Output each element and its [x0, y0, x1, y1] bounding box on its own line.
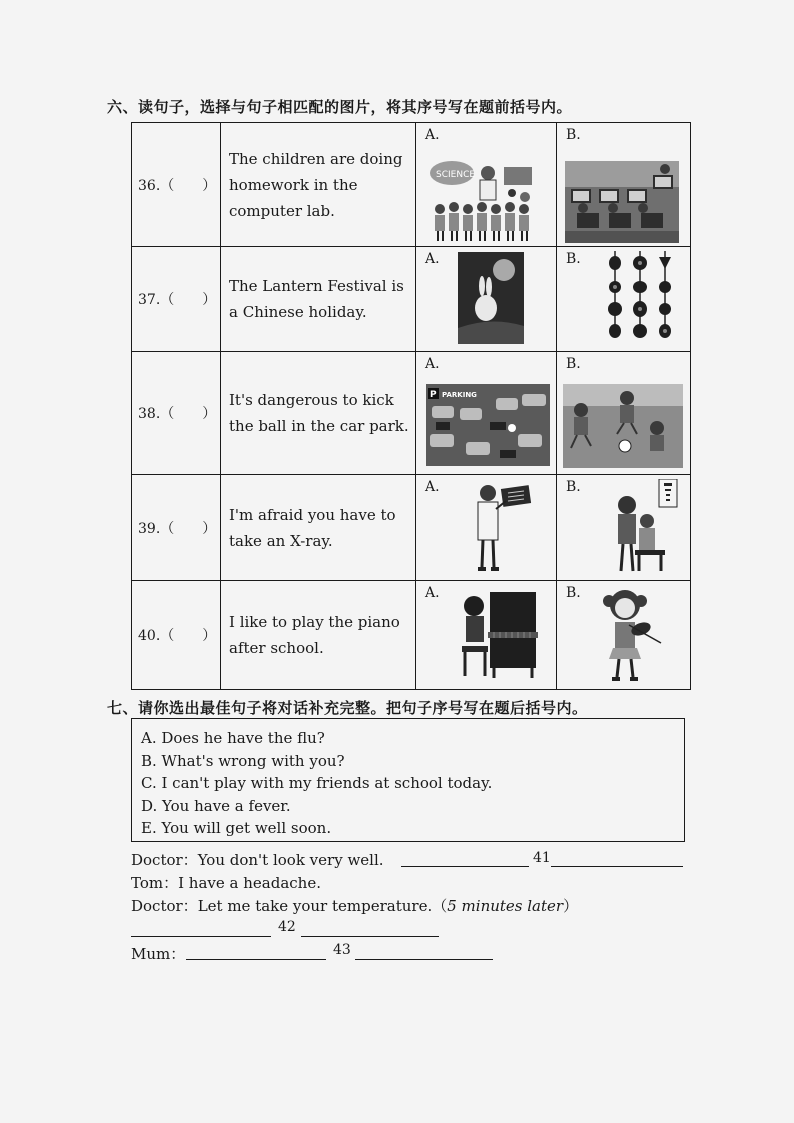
option-b: B. What's wrong with you? — [141, 751, 345, 770]
question-36-option-b[interactable] — [557, 123, 691, 247]
answer-blank-43-right[interactable] — [355, 959, 493, 960]
option-e: E. You will get well soon. — [141, 819, 332, 837]
science-class-picture — [430, 157, 540, 243]
question-37-sentence: The Lantern Festival is a Chinese holiday. — [221, 247, 416, 352]
question-40-option-a[interactable] — [416, 581, 557, 690]
girl-violin-picture — [595, 585, 667, 683]
question-39-number[interactable]: 39.（ ） — [132, 475, 221, 581]
parking-sign-text: PARKING — [442, 391, 477, 399]
speaker-doctor: Doctor： — [131, 851, 198, 869]
dialogue-line-3 — [131, 895, 578, 916]
answer-blank-43-left[interactable] — [186, 959, 326, 960]
close-paren: ） — [563, 897, 579, 915]
option-b-label: B. — [566, 479, 581, 495]
option-a: A. Does he have the flu? — [141, 729, 325, 747]
answer-blank-41-left[interactable] — [401, 866, 529, 867]
table-row — [132, 581, 691, 690]
question-38-number[interactable]: 38.（ ） — [132, 352, 221, 475]
question-38-option-a[interactable] — [416, 352, 557, 475]
answer-blank-41-right[interactable] — [551, 866, 683, 867]
option-a-label: A. — [425, 356, 440, 372]
answer-blank-42-left[interactable] — [131, 936, 271, 937]
question-38-sentence: It's dangerous to kick the ball in the car park. — [221, 352, 416, 475]
question-39-sentence: I'm afraid you have to take an X-ray. — [221, 475, 416, 581]
speaker-doctor: Doctor： — [131, 897, 198, 915]
option-b-label: B. — [566, 127, 581, 143]
picture-matching-table — [131, 122, 691, 690]
table-row — [132, 123, 691, 247]
kids-playing-football-picture — [563, 384, 683, 468]
parking-sign-letter: P — [430, 390, 437, 400]
blank-number-42: 42 — [278, 919, 296, 935]
dialogue-line-1 — [131, 849, 384, 870]
science-sign-text: SCIENCE — [436, 170, 476, 180]
question-37-option-a[interactable] — [416, 247, 557, 352]
question-36-option-a[interactable] — [416, 123, 557, 247]
time-note: 5 minutes later — [447, 897, 564, 915]
table-row — [132, 247, 691, 352]
option-b-label: B. — [566, 585, 581, 601]
option-c: C. I can't play with my friends at school today. — [141, 774, 493, 792]
question-39-option-a[interactable] — [416, 475, 557, 581]
answer-blank-42-right[interactable] — [301, 936, 439, 937]
doctor-xray-picture — [468, 479, 534, 575]
blank-number-43: 43 — [333, 942, 351, 958]
option-b-label: B. — [566, 251, 581, 267]
line-text: You don't look very well. — [197, 851, 384, 869]
table-row — [132, 352, 691, 475]
question-37-option-b[interactable] — [557, 247, 691, 352]
option-a-label: A. — [425, 251, 440, 267]
question-40-number[interactable]: 40.（ ） — [132, 581, 221, 690]
dialogue-line-4 — [131, 943, 185, 964]
question-38-option-b[interactable] — [557, 352, 691, 475]
question-39-option-b[interactable] — [557, 475, 691, 581]
dialogue-line-2 — [131, 872, 321, 893]
girl-piano-picture — [460, 586, 540, 682]
section-7-heading: 七、请你选出最佳句子将对话补充完整。把句子序号写在题后括号内。 — [107, 699, 588, 717]
table-row — [132, 475, 691, 581]
question-36-number[interactable]: 36.（ ） — [132, 123, 221, 247]
option-a-label: A. — [425, 127, 440, 143]
moon-rabbit-picture — [458, 252, 524, 344]
speaker-tom: Tom： — [131, 874, 179, 892]
question-36-sentence: The children are doing homework in the computer lab. — [221, 123, 416, 247]
blank-number-41: 41 — [533, 850, 551, 866]
options-box — [131, 718, 685, 842]
option-b-label: B. — [566, 356, 581, 372]
section-6-heading: 六、读句子，选择与句子相匹配的图片，将其序号写在题前括号内。 — [107, 98, 573, 116]
question-37-number[interactable]: 37.（ ） — [132, 247, 221, 352]
line-text: I have a headache. — [178, 874, 321, 892]
line-text: Let me take your temperature.（ — [197, 897, 448, 915]
lanterns-picture — [605, 251, 675, 345]
computer-lab-picture — [565, 161, 679, 243]
car-park-picture — [426, 384, 550, 466]
option-a-label: A. — [425, 479, 440, 495]
question-40-sentence: I like to play the piano after school. — [221, 581, 416, 690]
option-d: D. You have a fever. — [141, 796, 291, 815]
speaker-mum: Mum： — [131, 945, 186, 963]
option-a-label: A. — [425, 585, 440, 601]
question-40-option-b[interactable] — [557, 581, 691, 690]
eye-test-picture — [611, 479, 683, 575]
